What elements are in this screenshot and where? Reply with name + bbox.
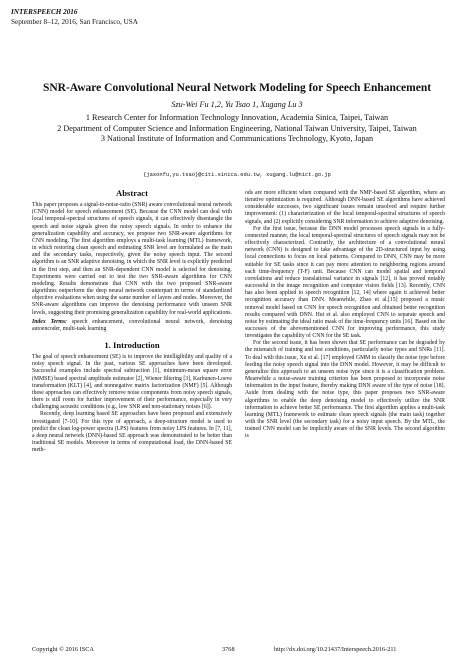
right-paragraph-1: ods are more efficient when compared with the NMF-based SE algorithm, where an iterative optimization is required. Although DNN-based SE algorithms have achieved considerable successes, two significant issues remain unsolved and require further improvement: (1) characterization of the local temporal-spectral structures of speech signals, and (2) explicitly considering SNR information to achieve adaptive denoising.: [245, 190, 445, 225]
doi-link[interactable]: http://dx.doi.org/10.21437/Interspeech.2016-211: [274, 646, 397, 653]
conference-name: INTERSPEECH 2016: [11, 8, 78, 16]
paper-title: SNR-Aware Convolutional Neural Network Modeling for Speech Enhancement: [42, 82, 432, 94]
conference-date-location: September 8–12, 2016, San Francisco, USA: [11, 17, 138, 26]
index-terms-text: speech enhancement, convolutional neural network, denoising autoencoder, multi-task learning: [32, 318, 233, 332]
right-paragraph-3: For the second issue, it has been shown that SE performance can be degraded by the mismatch of training and test conditions, particularly noise types and SNRs [11]. To deal with this issue, Xu et al. [17] employed GMM to classify the noise type before feeding the noisy speech signal into the DNN model. However, it may be difficult to generalize this approach to an unseen noise type since it is a classification problem. Meanwhile a noise-aware training criterion has been proposed to incorporate noise information in the input feature, thereby making DNN aware of the type of noise [18]. Aside from dealing with the noise type, this paper proposes two SNR-aware algorithms to enable the deep denoising model to effectively utilize the SNR information to achieve better SE performance. The first algorithm applies a multi-task learning (MTL) framework to estimate clean speech signals (the main task) together with the SNR level (the secondary task) for a noisy input speech. By the MTL, the trained CNN model can be implicitly aware of the SNR levels. The second algorithm is: [245, 340, 445, 440]
affiliations: [40, 113, 434, 145]
affiliation-3: 3 National Institute of Information and Communications Technology, Kyoto, Japan: [100, 134, 374, 144]
right-paragraph-2: For the first issue, because the DNN model processes speech signals in a fully-connected manner, the local temporal-spectral structures of speech signals may not be effectively characterized. Contrarily, the architecture of a convolutional neural network (CNN) is designed to take advantage of the 2D-structured input by using local connections to focus on local patterns. Compared to DNN, CNN may be more suitable for SE tasks since it can pay more attention to neighboring regions around each time-frequency (T-F) unit. Because CNN can model spatial and temporal correlations and reduce translational variance in signals [12], it has proved notably successful in the image recognition and computer vision fields [13]. Recently, CNN has also been applied to speech recognition [12, 14] where again it achieved better recognition accuracy than DNN. Meanwhile, Zhao et al.[15] proposed a music removal model based on CNN for speech recognition and obtained better recognition results compared with DNN. Hui et al. also employed CNN to separate speech and noise by estimating the ideal ratio mask of the time-frequency units [16]. Based on the successes of the abovementioned CNN for improving performance, this study investigates the capability of CNN for the SE task.: [245, 225, 445, 340]
author-emails: {jasonfu,yu.tsao}@citi.sinica.edu.tw, xugang.lu@nict.go.jp: [143, 172, 331, 178]
intro-paragraph-1: The goal of speech enhancement (SE) is to improve the intelligibility and quality of a noisy speech signal. In the past, various SE approaches have been developed. Successful examples include spectral subtraction [1], minimum-mean square error (MMSE) based spectral amplitude estimator [2], Wiener filtering [3], Karhunen-Loeve transformation (KLT) [4], and nonnegative matrix factorization (NMF) [5]. Although these approaches can effectively remove noise components from noisy speech signals, there is still room for further improvement of their performance, especially in very challenging acoustic conditions (e.g., low SNR and non-stationary noises [6]).: [32, 354, 232, 411]
introduction-heading: 1. Introduction: [104, 339, 160, 350]
index-terms-label: Index Terms:: [32, 318, 67, 325]
index-terms: [32, 319, 232, 333]
right-column: [245, 190, 445, 440]
abstract-heading: Abstract: [116, 188, 148, 198]
intro-paragraph-2: Recently, deep learning based SE approaches have been proposed and extensively investigated [7-10]. For this type of approach, a deep-structure model is used to predict the clean log-power spectra (LPS) features from noisy LPS features. In [7, 11], a deep neural network (DNN)-based SE approach was demonstrated to be better than traditional SE models. Moreover in terms of computational load, the DNN-based SE meth-: [32, 411, 232, 454]
left-column: [32, 190, 232, 454]
affiliation-2: 2 Department of Computer Science and Information Engineering, National Taiwan University, Taipei, Taiwan: [57, 123, 417, 133]
conference-header: [11, 8, 138, 27]
author-list: Szu-Wei Fu 1,2, Yu Tsao 1, Xugang Lu 3: [171, 100, 303, 109]
page-number: 3768: [222, 646, 235, 653]
copyright-notice: Copyright © 2016 ISCA: [32, 646, 94, 653]
abstract-body: This paper proposes a signal-to-noise-ratio (SNR) aware convolutional neural network (CNN) model for speech enhancement (SE). Because the CNN model can deal with local temporal-spectral structures of speech signals, it can effectively disentangle the speech and noise signals given the noisy speech signals. In order to enhance the generalization capability and accuracy, we propose two SNR-aware algorithms for CNN modeling. The first algorithm employs a multi-task learning (MTL) framework, in which restoring clean speech and estimating SNR level are formulated as the main and the secondary tasks, respectively, given the noisy speech input. The second algorithm is an SNR adaptive denoising, in which the SNR level is explicitly predicted in the first step, and then an SNR-dependent CNN model is selected for denoising. Experiments were carried out to test the two SNR-aware algorithms for CNN modeling. Results demonstrate that CNN with the two proposed SNR-aware algorithms outperform the deep neural network counterpart in terms of standardized objective evaluations when using the same number of layers and nodes. Moreover, the SNR-aware algorithms can improve the denoising performance with unseen SNR levels, suggesting their promising generalization capability for real-world applications.: [32, 202, 232, 316]
affiliation-1: 1 Research Center for Information Technology Innovation, Academia Sinica, Taipei, Taiwan: [85, 113, 389, 122]
